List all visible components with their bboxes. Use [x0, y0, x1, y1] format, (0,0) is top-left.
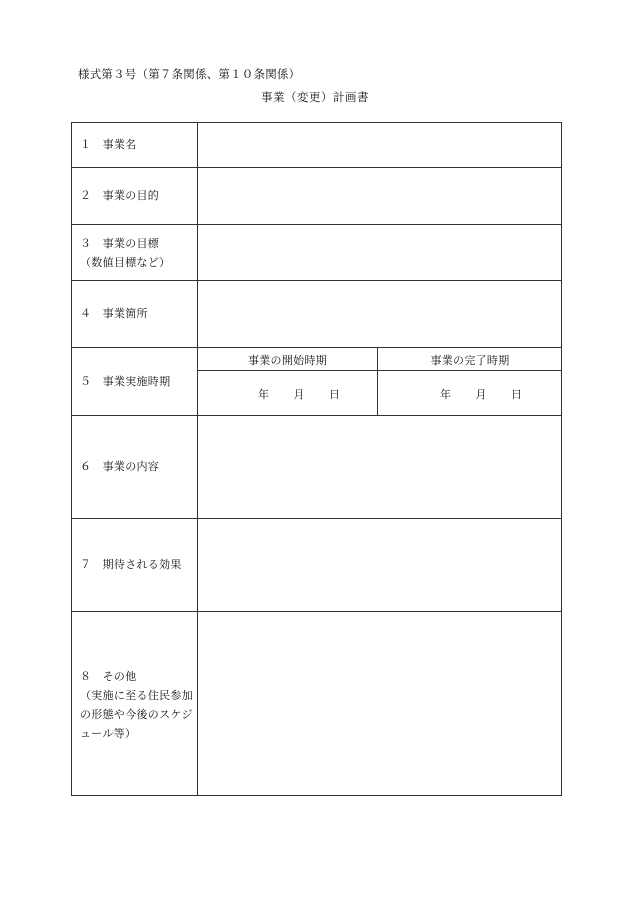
row-divider	[71, 518, 562, 519]
row-label-project-content: ６ 事業の内容	[80, 460, 160, 473]
row-label-expected-effect: ７ 期待される効果	[80, 558, 182, 571]
row-divider	[71, 611, 562, 612]
row-label-project-goal-main: ３ 事業の目標	[80, 237, 160, 250]
start-month-label: 月	[293, 388, 305, 401]
row-label-other	[80, 667, 196, 743]
row-divider	[71, 347, 562, 348]
start-day-label: 日	[329, 388, 340, 401]
start-year-label: 年	[258, 388, 269, 401]
period-header-divider	[197, 370, 562, 371]
row-label-project-name: １ 事業名	[80, 138, 137, 151]
end-date-fields	[440, 386, 522, 402]
end-day-label: 日	[511, 388, 522, 401]
end-year-label: 年	[440, 388, 451, 401]
row-divider	[71, 280, 562, 281]
form-number: 様式第３号（第７条関係、第１０条関係）	[78, 67, 301, 81]
row-label-other-main: ８ その他	[80, 670, 137, 683]
page-title: 事業（変更）計画書	[261, 90, 369, 104]
row-divider	[71, 224, 562, 225]
row-label-project-purpose: ２ 事業の目的	[80, 189, 160, 202]
row-label-project-location: ４ 事業箇所	[80, 307, 148, 320]
row-label-other-sub: （実施に至る住民参加の形態や今後のスケジュール等）	[80, 689, 193, 740]
start-period-header: 事業の開始時期	[247, 354, 328, 367]
end-month-label: 月	[475, 388, 487, 401]
label-column-divider	[197, 122, 198, 796]
row-divider	[71, 167, 562, 168]
start-date-fields	[258, 386, 340, 402]
end-period-header: 事業の完了時期	[430, 354, 510, 367]
row-label-project-goal-sub: （数値目標など）	[80, 256, 171, 269]
row-label-project-period: ５ 事業実施時期	[80, 375, 171, 388]
row-label-project-goal	[80, 234, 196, 272]
row-divider	[71, 415, 562, 416]
